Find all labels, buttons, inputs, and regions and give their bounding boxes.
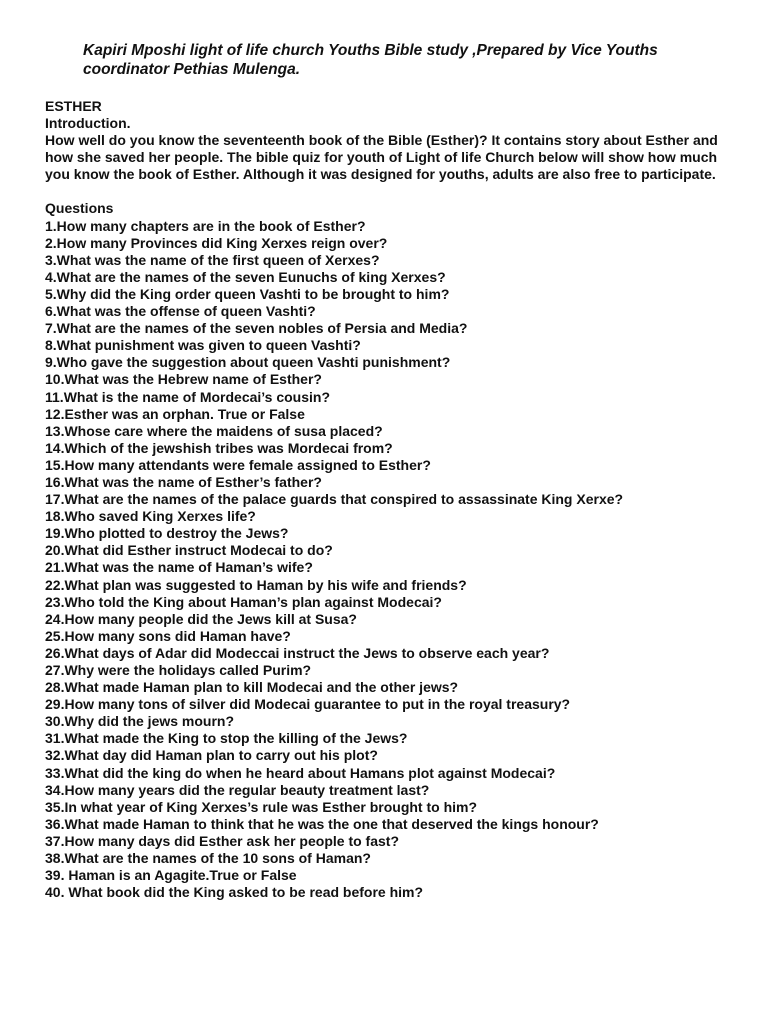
question-item: 11.What is the name of Mordecai’s cousin? (45, 388, 330, 405)
question-item: 29.How many tons of silver did Modecai guarantee to put in the royal treasury? (45, 696, 571, 713)
question-item: 12.Esther was an orphan. True or False (45, 405, 305, 422)
question-item: 3.What was the name of the first queen of Xerxes? (45, 251, 380, 268)
question-item: 19.Who plotted to destroy the Jews? (45, 525, 289, 542)
question-item: 4.What are the names of the seven Eunuchs of king Xerxes? (45, 268, 446, 285)
question-item: 35.In what year of King Xerxes’s rule was Esther brought to him? (45, 798, 478, 815)
question-item: 9.Who gave the suggestion about queen Vashti punishment? (45, 354, 451, 371)
section-heading: ESTHER (45, 98, 102, 114)
question-item: 28.What made Haman plan to kill Modecai and the other jews? (45, 679, 459, 696)
question-item: 21.What was the name of Haman’s wife? (45, 559, 313, 576)
question-item: 33.What did the king do when he heard about Hamans plot against Modecai? (45, 764, 556, 781)
question-item: 30.Why did the jews mourn? (45, 713, 235, 730)
intro-paragraph: How well do you know the seventeenth book of the Bible (Esther)? It contains story about Esther and how she saved her people. The bible quiz for youth of Light of life Church below will show how much you know the book of Esther. Although it was designed for youths, adults are also free to participate. (45, 132, 718, 183)
question-item: 22.What plan was suggested to Haman by his wife and friends? (45, 576, 467, 593)
question-item: 16.What was the name of Esther’s father? (45, 473, 322, 490)
intro-label: Introduction. (45, 115, 131, 132)
question-item: 20.What did Esther instruct Modecai to do? (45, 542, 333, 559)
question-item: 27.Why were the holidays called Purim? (45, 662, 312, 678)
question-item: 34.How many years did the regular beauty treatment last? (45, 781, 430, 798)
question-item: 37.How many days did Esther ask her people to fast? (45, 832, 399, 849)
question-item: 38.What are the names of the 10 sons of Haman? (45, 850, 371, 867)
question-item: 2.How many Provinces did King Xerxes reign over? (45, 234, 388, 251)
question-item: 5.Why did the King order queen Vashti to be brought to him? (45, 285, 450, 302)
title-line-1: Kapiri Mposhi light of life church Youths Bible study ,Prepared by Vice Youths (83, 42, 658, 59)
questions-label: Questions (45, 200, 114, 217)
spacer (45, 183, 745, 200)
question-item: 40. What book did the King asked to be read before him? (45, 884, 424, 901)
question-list (45, 218, 745, 902)
question-item: 36.What made Haman to think that he was the one that deserved the kings honour? (45, 815, 599, 832)
question-item: 32.What day did Haman plan to carry out his plot? (45, 747, 378, 764)
question-item: 18.Who saved King Xerxes life? (45, 508, 256, 525)
question-item: 14.Which of the jewshish tribes was Mordecai from? (45, 439, 393, 456)
question-item: 17.What are the names of the palace guards that conspired to assassinate King Xerxe? (45, 491, 624, 508)
question-item: 1.How many chapters are in the book of Esther? (45, 217, 366, 234)
document-title (83, 41, 723, 79)
question-item: 31.What made the King to stop the killing of the Jews? (45, 730, 408, 747)
question-item: 23.Who told the King about Haman’s plan against Modecai? (45, 593, 442, 610)
question-item: 15.How many attendants were female assigned to Esther? (45, 456, 431, 473)
question-item: 26.What days of Adar did Modeccai instruct the Jews to observe each year? (45, 644, 550, 661)
question-item: 6.What was the offense of queen Vashti? (45, 303, 316, 320)
question-item: 39. Haman is an Agagite.True or False (45, 867, 297, 884)
question-item: 13.Whose care where the maidens of susa placed? (45, 422, 383, 439)
title-line-2: coordinator Pethias Mulenga. (83, 61, 301, 78)
question-item: 25.How many sons did Haman have? (45, 627, 291, 644)
question-item: 24.How many people did the Jews kill at Susa? (45, 610, 357, 627)
question-item: 10.What was the Hebrew name of Esther? (45, 371, 322, 388)
question-item: 7.What are the names of the seven nobles of Persia and Media? (45, 320, 468, 337)
document-body (45, 98, 745, 901)
question-item: 8.What punishment was given to queen Vashti? (45, 337, 361, 354)
